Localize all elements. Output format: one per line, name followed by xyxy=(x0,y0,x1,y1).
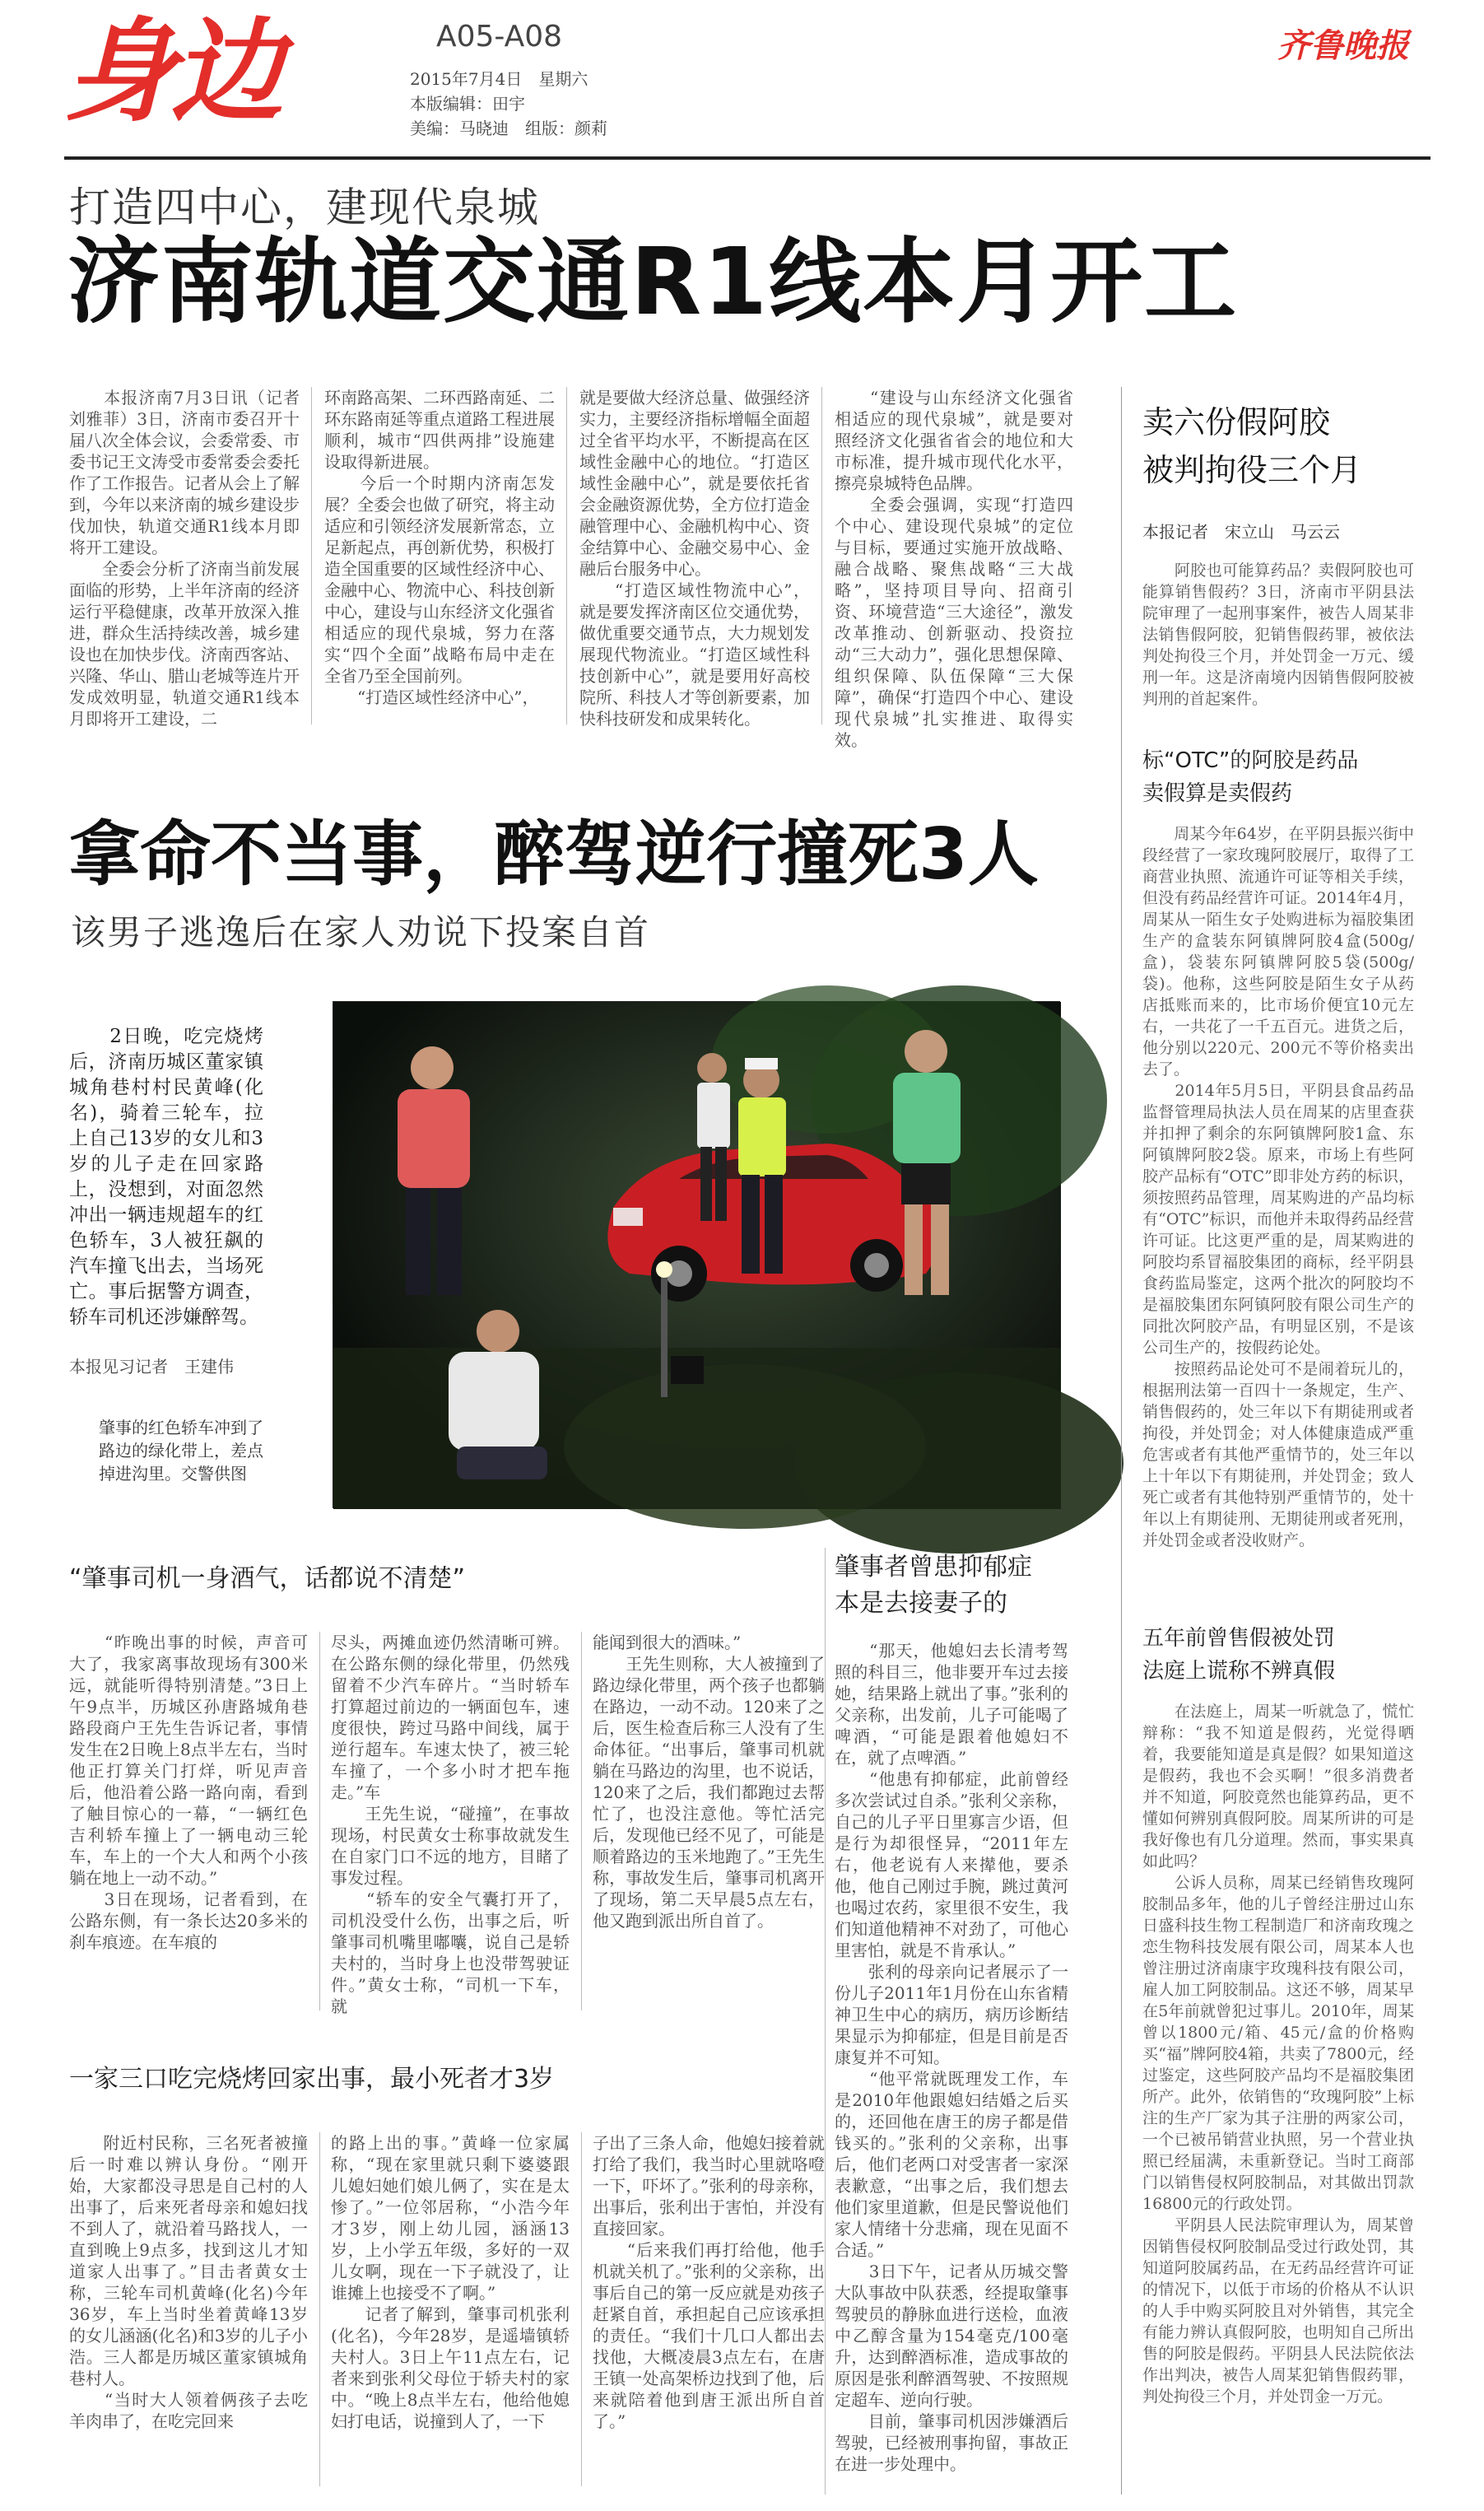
lead-column-4: “建设与山东经济文化强省相适应的现代泉城”，就是要对照经济文化强省省会的地位和大市标准，提升城市现代化水平，擦亮泉城特色品牌。 全委会强调，实现“打造四个中心、建设现代泉城”的定位与目标，要通过实施开放战略、融合战略、聚焦战略“三大战略”，坚持项目导向、招商引资、环境营造“三大途径”，激发改革推动、创新驱动、投资拉动“三大动力”，强化思想保障、组织保障、队伍保障“三大保障”，确保“打造四个中心、建设现代泉城”扎实推进、取得实效。 xyxy=(835,388,1073,750)
story2-section-c-body xyxy=(835,1640,1068,2496)
section-a-column-1: “昨晚出事的时候，声音可大了，我家离事故现场有300米远，就能听得特别清楚。”3日上午9点半，历城区孙唐路城角巷路段商户王先生告诉记者，事情发生在2日晚上8点半左右，当时他正打算关门打烊，听见声音后，他沿着公路一路向南，看到了触目惊心的一幕，“一辆红色吉利轿车撞上了一辆电动三轮车，车上的一个大人和两个小孩躺在地上一动不动。” 3日在现场，记者看到，在公路东侧，有一条长达20多米的刹车痕迹。在车痕的 xyxy=(69,1633,308,1952)
story2-section-c-title: 肇事者曾患抑郁症 本是去接妻子的 xyxy=(835,1553,1032,1618)
lead-headline: 济南轨道交通R1线本月开工 xyxy=(67,229,1239,336)
section-b-column-3: 子出了三条人命，他媳妇接着就打给了我们，我当时心里就咯噔一下，吓坏了。”张利的母亲称，出事后，张利出于害怕，并没有直接回家。 “后来我们再打给他，他手机就关机了。”张利的父亲称，出事后自己的第一反应就是劝孩子赶紧自首，承担起自己应该承担的责任。“我们十几口人都出去找他，大概凌晨3点左右，在唐王镇一处高架桥边找到了他，后来就陪着他到唐王派出所自首了。” xyxy=(593,2133,825,2431)
story2-section-a-body xyxy=(69,1632,825,2019)
masthead xyxy=(64,7,1431,147)
lead-kicker: 打造四中心，建现代泉城 xyxy=(69,184,540,231)
designer-credit: 美编：马晓迪 组版：颜莉 xyxy=(410,119,607,138)
section-c-column: “那天，他媳妇去长清考驾照的科目三，他非要开车过去接她，结果路上就出了事。”张利的父亲称，出发前，儿子可能喝了啤酒，“可能是跟着他媳妇不在，就了点啤酒。” “他患有抑郁症，此前曾经多次尝试过自杀。”张利父亲称，自己的儿子平日里寡言少语，但是行为却很怪异，“2011年左右，他老说有人来撵他，要杀他，他自己刚过手腕，跳过黄河也喝过农药，家里很不安生，我们知道他精神不对劲了，可他心里害怕，就是不肯承认。” 张利的母亲向记者展示了一份儿子2011年1月份在山东省精神卫生中心的病历，病历诊断结果显示为抑郁症，但是目前是否康复并不可知。 “他平常就既理发工作，车是2010年他跟媳妇结婚之后买的，还回他在唐王的房子都是借钱买的。”张利的父亲称，出事后，他们老两口对受害者一家深表歉意，“出事之后，我们想去他们家里道歉，但是民警说他们家人情绪十分悲痛，现在见面不合适。” 3日下午，记者从历城交警大队事故中队获悉，经提取肇事驾驶员的静脉血进行送检，血液中乙醇含量为154毫克/100毫升，达到醉酒标准，造成事故的原因是张利醉酒驾驶、不按照规定超车、逆向行驶。 目前，肇事司机因涉嫌酒后驾驶，已经被刑事拘留，事故正在进一步处理中。 xyxy=(835,1641,1068,2474)
lead-body xyxy=(69,387,1073,750)
photo-caption: 肇事的红色轿车冲到了路边的绿化带上，差点掉进沟里。交警供图 xyxy=(99,1418,263,1484)
story2-headline: 拿命不当事，醉驾逆行撞死3人 xyxy=(69,813,1039,896)
story2-lead-paragraph: 2日晚，吃完烧烤后，济南历城区董家镇城角巷村村民黄峰(化名)，骑着三轮车，拉上自己13岁的女儿和3岁的儿子走在回家路上，没想到，对面忽然冲出一辆违规超车的红色轿车，3人被狂飙的汽车撞飞出去，当场死亡。事后据警方调查，轿车司机还涉嫌醉驾。 xyxy=(69,1026,263,1328)
accident-photo xyxy=(333,1001,1060,1508)
column-divider xyxy=(319,1632,320,2010)
sidebar-intro: 阿胶也可能算药品？卖假阿胶也可能算销售假药？3日，济南市平阴县法院审理了一起刑事案件，被告人周某非法销售假阿胶，犯销售假药罪，被依法判处拘役三个月，并处罚金一万元、缓刑一年。这是济南境内因销售假阿胶被判刑的首起案件。 xyxy=(1142,561,1414,708)
story2-reporter: 本报见习记者 王建伟 xyxy=(69,1357,234,1377)
column-divider xyxy=(566,387,567,724)
lead-column-2: 环南路高架、二环西路南延、二环东路南延等重点道路工程进展顺利，城市“四供两排”设施建设取得新进展。 今后一个时期内济南怎发展？全委会也做了研究，将主动适应和引领经济发展新常态，立足新起点，再创新优势，积极打造全国重要的区域性经济中心、金融中心、物流中心、科技创新中心，建设与山东经济文化强省相适应的现代泉城，努力在落实“四个全面”战略布局中走在全省乃至全国前列。 “打造区域性经济中心”， xyxy=(324,388,555,707)
issue-date: 2015年7月4日 星期六 xyxy=(410,69,588,89)
story2-section-a-title: “肇事司机一身酒气，话都说不清楚” xyxy=(69,1564,466,1593)
work-light xyxy=(656,1261,672,1278)
column-divider xyxy=(581,2132,582,2486)
column-divider xyxy=(825,1548,826,2495)
sidebar-divider xyxy=(1121,387,1122,2495)
sidebar-text-2: 在法庭上，周某一听就急了，慌忙辩称：“我不知道是假药，光觉得晒着，我要能知道是真是假？如果知道这是假药，我也不会买啊！”很多消费者并不知道，阿胶竟然也能算药品，更不懂如何辨别真假阿胶。周某所讲的可是我好像也有几分道理。然而，事实果真如此吗？ 公诉人员称，周某已经销售玫瑰阿胶制品多年，他的儿子曾经注册过山东日盛科技生物工程制造厂和济南玫瑰之恋生物科技发展有限公司，周某本人也曾注册过济南康宇玫瑰科技有限公司，雇人加工阿胶制品。这还不够，周某早在5年前就曾犯过事儿。2010年，周某曾以1800元/箱、45元/盒的价格购买“福”牌阿胶4箱，共卖了7800元，经过鉴定，这些阿胶产品均不是福胶集团所产。此外，依销售的“玫瑰阿胶”上标注的生产厂家为其子注册的两家公司，一个已被吊销营业执照，另一个营业执照已经届满，未重新登记。当时工商部门以销售侵权阿胶制品，对其做出罚款16800元的行政处罚。 平阴县人民法院审理认为，周某曾因销售侵权阿胶制品受过行政处罚，其知道阿胶属药品，在无药品经营许可证的情况下，以低于市场的价格从不认识的人手中购买阿胶且对外销售，其完全有能力辨认真假阿胶，也明知自己所出售的阿胶是假药。平阴县人民法院依法作出判决，被告人周某犯销售假药罪，判处拘役三个月，并处罚金一万元。 xyxy=(1142,1703,1414,2406)
column-divider xyxy=(311,387,312,724)
sidebar-headline: 卖六份假阿胶 被判拘役三个月 xyxy=(1142,404,1362,488)
paper-logo: 齐鲁晚报 xyxy=(1277,26,1409,65)
story2-subhead: 该男子逃逸后在家人劝说下投案自首 xyxy=(71,912,651,953)
story2-section-b-body xyxy=(69,2132,825,2495)
column-divider xyxy=(581,1632,582,2010)
section-a-column-3: 能闻到很大的酒味。” 王先生则称，大人被撞到了路边绿化带里，两个孩子也都躺在路边，一动不动。120来了之后，医生检查后称三人没有了生命体征。“出事后，肇事司机就躺在马路边的沟里，也不说话，120来了之后，我们都跑过去帮忙了，也没注意他。等忙活完后，发现他已经不见了，可能是顺着路边的玉米地跑了。”王先生称，事故发生后，肇事司机离开了现场，第二天早晨5点左右，他又跑到派出所自首了。 xyxy=(593,1633,825,1931)
section-logo: 身边 xyxy=(64,7,278,137)
section-b-column-1: 附近村民称，三名死者被撞后一时难以辨认身份。“刚开始，大家都没寻思是自己村的人出事了，后来死者母亲和媳妇找不到人了，就沿着马路找人，一直到晚上9点多，找到这儿才知道家人出事了。”目击者黄女士称，三轮车司机黄峰(化名)今年36岁，车上当时坐着黄峰13岁的女儿涵涵(化名)和3岁的儿子小浩。三人都是历城区董家镇城角巷村人。 “当时大人领着俩孩子去吃羊肉串了，在吃完回来 xyxy=(69,2133,308,2431)
editor-credit: 本版编辑：田宇 xyxy=(410,94,525,114)
lead-column-3: 就是要做大经济总量、做强经济实力，主要经济指标增幅全面超过全省平均水平，不断提高在区域性金融中心的地位。“打造区域性金融中心”，就是要依托省会金融资源优势，全方位打造金融管理中心、金融机构中心、资金结算中心、金融交易中心、金融后台服务中心。 “打造区域性物流中心”，就是要发挥济南区位交通优势，做优重要交通节点，大力规划发展现代物流业。“打造区域性科技创新中心”，就是要用好高校院所、科技人才等创新要素，加快科技研发和成果转化。 xyxy=(579,388,810,729)
lead-column-1: 本报济南7月3日讯（记者刘雅菲）3日，济南市委召开十届八次全体会议，会委常委、市委书记王文涛受市委常委会委托作了工作报告。记者从会上了解到，今年以来济南的城乡建设步伐加快，轨道交通R1线本月即将开工建设。 全委会分析了济南当前发展面临的形势，上半年济南的经济运行平稳健康，改革开放深入推进，群众生活持续改善，城乡建设也在加快步伐。济南西客站、兴隆、华山、腊山老城等连片开发成效明显，轨道交通R1线本月即将开工建设，二 xyxy=(69,388,300,729)
section-a-column-2: 尽头，两摊血迹仍然清晰可辨。在公路东侧的绿化带里，仍然残留着不少汽车碎片。“当时轿车打算超过前边的一辆面包车，速度很快，跨过马路中间线，属于逆行超车。车速太快了，被三轮车撞了，一个多小时才把车拖走。”车 王先生说，“碰撞”，在事故现场，村民黄女士称事故就发生在自家门口不远的地方，目睹了事发过程。 “轿车的安全气囊打开了，司机没受什么伤，出事之后，听肇事司机嘴里嘟囔，说自己是轿夫村的，当时身上也没带驾驶证件。”黄女士称，“司机一下车，就 xyxy=(331,1633,570,2016)
light-stand xyxy=(661,1274,668,1397)
sidebar-reporter: 本报记者 宋立山 马云云 xyxy=(1142,522,1340,542)
equipment-bag xyxy=(671,1356,704,1384)
accident-scene-illustration xyxy=(333,1002,1061,1509)
sidebar-text-1: 周某今年64岁，在平阴县振兴街中段经营了一家玫瑰阿胶展厅，取得了工商营业执照、流通许可证等相关手续，但没有药品经营许可证。2014年4月，周某从一陌生女子处购进标为福胶集团生产的盒装东阿镇牌阿胶4盒(500g/盒)，袋装东阿镇牌阿胶5袋(500g/袋)。他称，这些阿胶是陌生女子从药店抵账而来的，比市场价便宜10元左右，一共花了一千五百元。进货之后，他分别以220元、200元不等价格卖出去了。 2014年5月5日，平阴县食品药品监督管理局执法人员在周某的店里查获并扣押了剩余的东阿镇牌阿胶1盒、东阿镇牌阿胶2袋。原来，市场上有些阿胶产品标有“OTC”即非处方药的标识，须按照药品管理，周某购进的产品均标有“OTC”标识，而他并未取得药品经营许可证。比这更严重的是，周某购进的阿胶均系冒福胶集团的商标，经平阴县食药监局鉴定，这两个批次的阿胶均不是福胶集团东阿镇阿胶有限公司生产的同批次阿胶产品，有明显区别，不是该公司生产的，按假药论处。 按照药品论处可不是闹着玩儿的，根据刑法第一百四十一条规定，生产、销售假药的，处三年以下有期徒刑或者拘役，并处罚金；对人体健康造成严重危害或者有其他严重情节的，处三年以上十年以下有期徒刑，并处罚金；致人死亡或者有其他特别严重情节的，处十年以上有期徒刑、无期徒刑或者死刑，并处罚金或者没收财产。 xyxy=(1142,825,1414,1549)
column-divider xyxy=(821,387,822,724)
masthead-rule xyxy=(64,156,1431,160)
sidebar-subhead-1: 标“OTC”的阿胶是药品 卖假算是卖假药 xyxy=(1142,748,1359,806)
story2-section-b-title: 一家三口吃完烧烤回家出事，最小死者才3岁 xyxy=(69,2065,555,2094)
sidebar-subhead-2: 五年前曾售假被处罚 法庭上谎称不辨真假 xyxy=(1142,1626,1336,1684)
page-range: A05-A08 xyxy=(436,20,563,54)
column-divider xyxy=(319,2132,320,2486)
section-b-column-2: 的路上出的事。”黄峰一位家属称，“现在家里就只剩下婆婆跟儿媳妇她们娘儿俩了，实在是太惨了。”一位邻居称，“小浩今年才3岁，刚上幼儿园，涵涵13岁，上小学五年级，多好的一双儿女啊，现在一下子就没了，让谁摊上也接受不了啊。” 记者了解到，肇事司机张利(化名)，今年28岁，是遥墙镇轿夫村人。3日上午11点左右，记者来到张利父母位于轿夫村的家中。“晚上8点半左右，他给他媳妇打电话，说撞到人了，一下 xyxy=(331,2133,570,2431)
